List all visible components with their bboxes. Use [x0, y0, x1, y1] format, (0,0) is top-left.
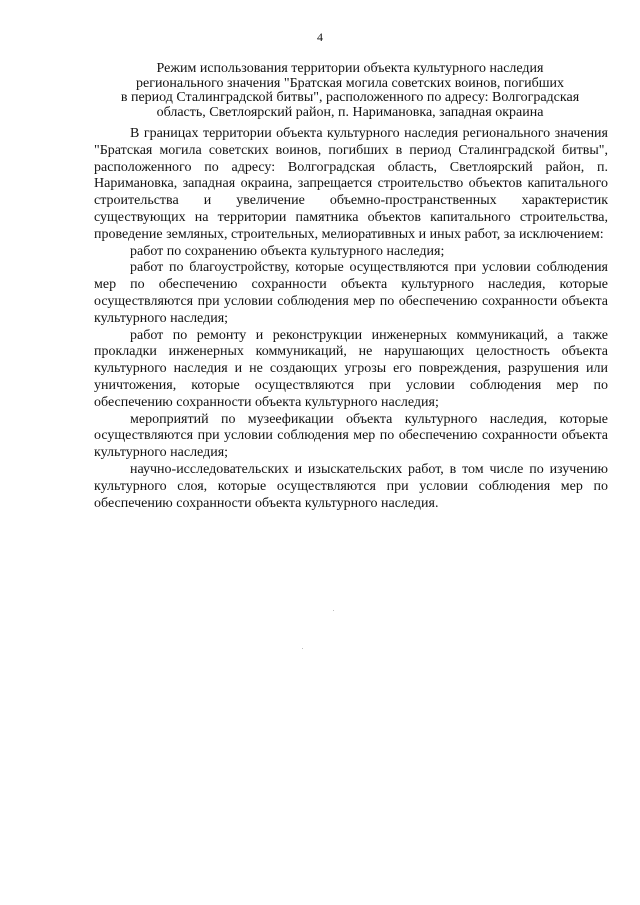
title-line: Режим использования территории объекта культурного наследия — [156, 61, 544, 76]
document-body — [94, 126, 608, 512]
paragraph-exception-research: научно-исследовательских и изыскательских работ, в том числе по изучению культурного слоя, которые осуществляются при условии соблюдения мер по обеспечению сохранности объекта культурного наследия. — [94, 461, 608, 511]
page-number: 4 — [317, 30, 323, 44]
paragraph-exception-landscaping: работ по благоустройству, которые осуществляются при условии соблюдения мер по обеспечению сохранности объекта культурного наследия, которые осуществляются при условии соблюдения мер по обеспечению сохранности объекта культурного наследия; — [94, 260, 608, 326]
document-title — [95, 62, 605, 120]
title-line: регионального значения "Братская могила советских воинов, погибших — [135, 75, 565, 91]
paragraph-exception-museification: мероприятий по музеефикации объекта культурного наследия, которые осуществляются при условии соблюдения мер по обеспечению сохранности объекта культурного наследия; — [94, 411, 608, 461]
title-line: область, Светлоярский район, п. Наримановка, западная окраина — [156, 104, 544, 120]
paragraph-exception-preservation: работ по сохранению объекта культурного наследия; — [130, 243, 445, 259]
scan-speck — [333, 610, 334, 611]
paragraph-intro: В границах территории объекта культурного наследия регионального значения "Братская могила советских воинов, погибших в период Сталинградской битвы", расположенного по адресу: Волгоградская область, Светлоярский район, п. Наримановка, западная окраина, запрещается строительство объектов капитального строительства и увеличение объемно-пространственных характеристик существующих на территории памятника объектов капитального строительства, проведение земляных, строительных, мелиоративных и иных работ, за исключением: — [94, 126, 608, 242]
title-line: в период Сталинградской битвы", расположенного по адресу: Волгоградская — [120, 90, 580, 106]
scan-speck — [302, 648, 303, 649]
paragraph-exception-utilities: работ по ремонту и реконструкции инженерных коммуникаций, а также прокладки инженерных коммуникаций, не нарушающих целостность объекта культурного наследия и не создающих угрозы его повреждения, разрушения или уничтожения, которые осуществляются при условии соблюдения мер по обеспечению сохранности объекта культурного наследия; — [94, 327, 608, 410]
